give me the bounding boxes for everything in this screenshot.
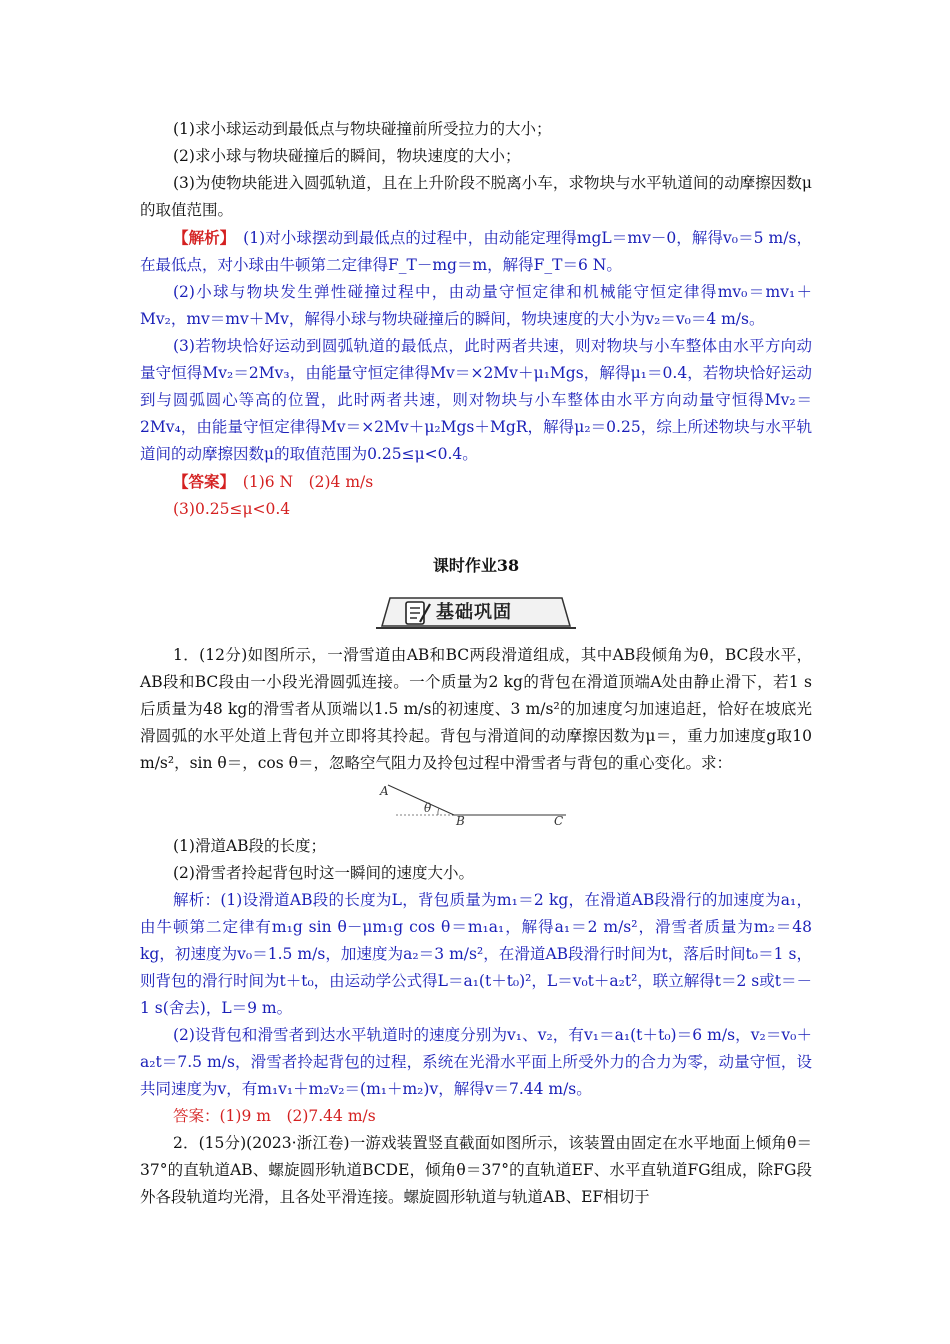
q2-stem: 2．(15分)(2023·浙江卷)一游戏装置竖直截面如图所示，该装置由固定在水平地面上倾角θ＝37°的直轨道AB、螺旋圆形轨道BCDE，倾角θ＝37°的直轨道EF、水平直轨道FG组成，除FG段外各段轨道均光滑，且各处平滑连接。螺旋圆形轨道与轨道AB、EF相切于 [140,1134,812,1206]
prev-question-2: (2)求小球与物块碰撞后的瞬间，物块速度的大小； [173,147,521,165]
q1-analysis-p1: 解析：(1)设滑道AB段的长度为L，背包质量为m₁＝2 kg，在滑道AB段滑行的加速度为a₁，由牛顿第二定律有m₁g sin θ－μm₁g cos θ＝m₁a₁，解得a₁＝2 m/s²，滑雪者质量为m₂＝48 kg，初速度为v₀＝1.5 m/s，加速度为a₂＝3 m/s²，在滑道AB段滑行时间为t，落后时间t₀＝1 s，则背包的滑行时间为t＋t₀，由运动学公式得L＝a₁(t＋t₀)²，L＝v₀t＋a₂t²，联立解得t＝2 s或t＝－1 s(舍去)，L＝9 m。 [140,891,812,1017]
section-banner [140,592,812,632]
analysis-tag: 【解析】 [173,228,228,247]
prev-question-3: (3)为使物块能进入圆弧轨道，且在上升阶段不脱离小车，求物块与水平轨道间的动摩擦因数μ的取值范围。 [140,174,812,219]
label-a: A [380,784,389,798]
document-page [140,116,812,1211]
prev-answer-line-1 [140,468,812,496]
answer-tag: 【答案】 [173,472,228,491]
q1-analysis-p2: (2)设背包和滑雪者到达水平轨道时的速度分别为v₁、v₂，有v₁＝a₁(t＋t₀)＝6 m/s，v₂＝v₀＋a₂t＝7.5 m/s，滑雪者拎起背包的过程，系统在光滑水平面上所受外力的合力为零，动量守恒，设共同速度为v，有m₁v₁＋m₂v₂＝(m₁＋m₂)v，解得v＝7.44 m/s。 [140,1026,812,1098]
label-theta: θ [424,801,432,815]
prev-answer-line-2: (3)0.25≤μ<0.4 [173,500,291,518]
q1-sub-1: (1)滑道AB段的长度； [173,837,327,855]
slope-figure [140,781,812,827]
q1-sub-2: (2)滑雪者拎起背包时这一瞬间的速度大小。 [173,864,474,882]
prev-analysis-p3: (3)若物块恰好运动到圆弧轨道的最低点，此时两者共速，则对物块与小车整体由水平方向动量守恒得Mv₂＝2Mv₃，由能量守恒定律得Mv＝×2Mv＋μ₁Mgs，解得μ₁＝0.4，若物块恰好运动到与圆弧圆心等高的位置，此时两者共速，则对物块与小车整体由水平方向动量守恒得Mv₂＝2Mv₄，由能量守恒定律得Mv＝×2Mv＋μ₂Mgs＋MgR，解得μ₂＝0.25，综上所述物块与水平轨道间的动摩擦因数μ的取值范围为0.25≤μ<0.4。 [140,337,812,463]
prev-analysis-p1 [140,224,812,279]
q1-stem: 1．(12分)如图所示，一滑雪道由AB和BC两段滑道组成，其中AB段倾角为θ，BC段水平，AB段和BC段由一小段光滑圆弧连接。一个质量为2 kg的背包在滑道顶端A处由静止滑下，若1 s后质量为48 kg的滑雪者从顶端以1.5 m/s的初速度、3 m/s²的加速度匀加速追赶，恰好在坡底光滑圆弧的水平处道上背包并立即将其拎起。背包与滑道间的动摩擦因数为μ＝，重力加速度g取10 m/s²，sin θ＝，cos θ＝，忽略空气阻力及拎包过程中滑雪者与背包的重心变化。求： [140,646,812,772]
prev-answer-text-1: (1)6 N (2)4 m/s [242,473,374,491]
prev-question-1: (1)求小球运动到最低点与物块碰撞前所受拉力的大小； [173,120,552,138]
label-b: B [456,814,465,827]
q1-answer: 答案：(1)9 m (2)7.44 m/s [173,1107,376,1125]
angle-arc [438,808,439,815]
section-title: 课时作业38 [432,556,520,575]
prev-analysis-text-1: (1)对小球摆动到最低点的过程中，由动能定理得mgL＝mv－0，解得v₀＝5 m/s，在最低点，对小球由牛顿第二定律得F_T－mg＝m，解得F_T＝6 N。 [140,229,812,274]
banner-label: 基础巩固 [436,602,512,623]
label-c: C [554,814,564,827]
slope-line [388,785,454,815]
prev-analysis-p2: (2)小球与物块发生弹性碰撞过程中，由动量守恒定律和机械能守恒定律得mv₀＝mv₁＋Mv₂，mv＝mv＋Mv，解得小球与物块碰撞后的瞬间，物块速度的大小为v₂＝v₀＝4 m/s。 [140,283,812,328]
